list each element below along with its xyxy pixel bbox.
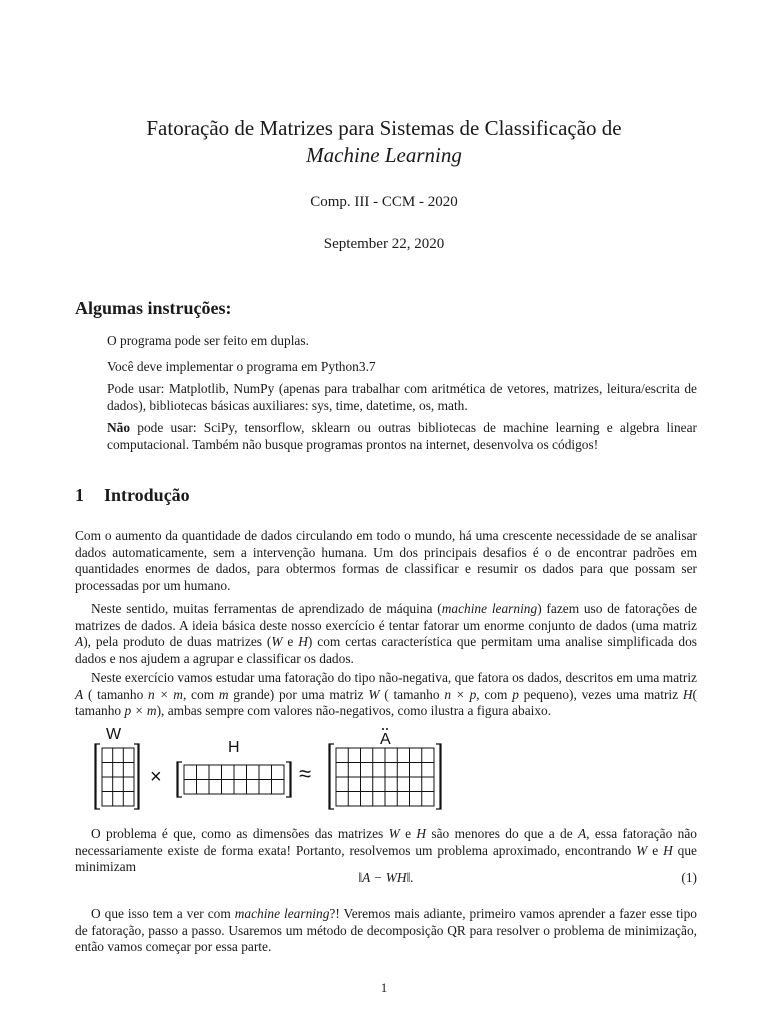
instruction-item: Você deve implementar o programa em Python3.7 <box>107 359 376 374</box>
equation-1 <box>75 870 697 888</box>
label-h: H <box>228 739 240 756</box>
times-symbol: × <box>150 766 162 788</box>
equation-formula: ‖A − WH‖. <box>358 870 414 885</box>
paragraph: O que isso tem a ver com machine learning?! Veremos mais adiante, primeiro vamos aprender a fazer esse tipo de fatoração, passo a passo. Usaremos um método de decomposição QR para resolver o problema de minimização, então vamos começar por essa parte. <box>75 906 698 955</box>
label-a: A <box>380 731 391 748</box>
approx-symbol: ≈ <box>299 761 312 786</box>
page-number: 1 <box>380 980 388 995</box>
instruction-item: Não pode usar: SciPy, tensorflow, sklearn ou outras bibliotecas de machine learning e algebra linear computacional. Também não busque programas prontos na internet, desenvolva os códigos! <box>107 420 697 452</box>
date: September 22, 2020 <box>323 236 445 252</box>
matrix-w <box>95 726 139 809</box>
instruction-item: O programa pode ser feito em duplas. <box>107 333 309 348</box>
paragraph: Com o aumento da quantidade de dados circulando em todo o mundo, há uma crescente necessidade de se analisar dados automaticamente, sem a intervenção humana. Um dos principais desafios é o de encontrar padrões em quantidades enormes de dados, para obtermos formas de classificar e resumir os dados para que possam ser processadas por um humano. <box>75 528 697 593</box>
equation-number: (1) <box>681 870 697 885</box>
author: Comp. III - CCM - 2020 <box>310 194 458 210</box>
paragraph: Neste exercício vamos estudar uma fatoração do tipo não-negativa, que fatora os dados, descritos em uma matriz A ( tamanho n × m, com m grande) por uma matriz W ( tamanho n × p, com p pequeno), vezes uma matriz H( tamanho p × m), ambas sempre com valores não-negativos, como ilustra a figura abaixo. <box>75 670 697 719</box>
paragraph: O problema é que, como as dimensões das matrizes W e H são menores do que a de A, essa fatoração não necessariamente existe de forma exata! Portanto, resolvemos um problema aproximado, encontrando W e H que minimizam <box>75 826 697 875</box>
matrix-factorization-figure <box>84 722 454 814</box>
title-line-1: Fatoração de Matrizes para Sistemas de Classificação de <box>146 116 622 140</box>
section-title: Introdução <box>104 485 190 505</box>
paragraph: Neste sentido, muitas ferramentas de aprendizado de máquina (machine learning) fazem uso de fatorações de matrizes de dados. A ideia básica deste nosso exercício é tentar fatorar um enorme conjunto de dados (uma matriz A), pela produto de duas matrizes (W e H) com certas característica que permitam uma analise simplificada dos dados e nos ajudem a agrupar e classificar os dados. <box>75 601 698 666</box>
emphasis-bold: Não <box>107 420 131 435</box>
label-w: W <box>106 726 122 743</box>
title-line-2: Machine Learning <box>306 143 462 167</box>
matrix-h <box>177 739 291 797</box>
instructions-heading: Algumas instruções: <box>75 298 232 318</box>
section-number: 1 <box>75 485 84 505</box>
section-heading <box>75 485 190 506</box>
matrix-a <box>329 728 441 809</box>
instruction-item: Pode usar: Matplotlib, NumPy (apenas para trabalhar com aritmética de vetores, matrizes, leitura/escrita de dados), bibliotecas básicas auxiliares: sys, time, datetime, os, math. <box>107 381 697 413</box>
